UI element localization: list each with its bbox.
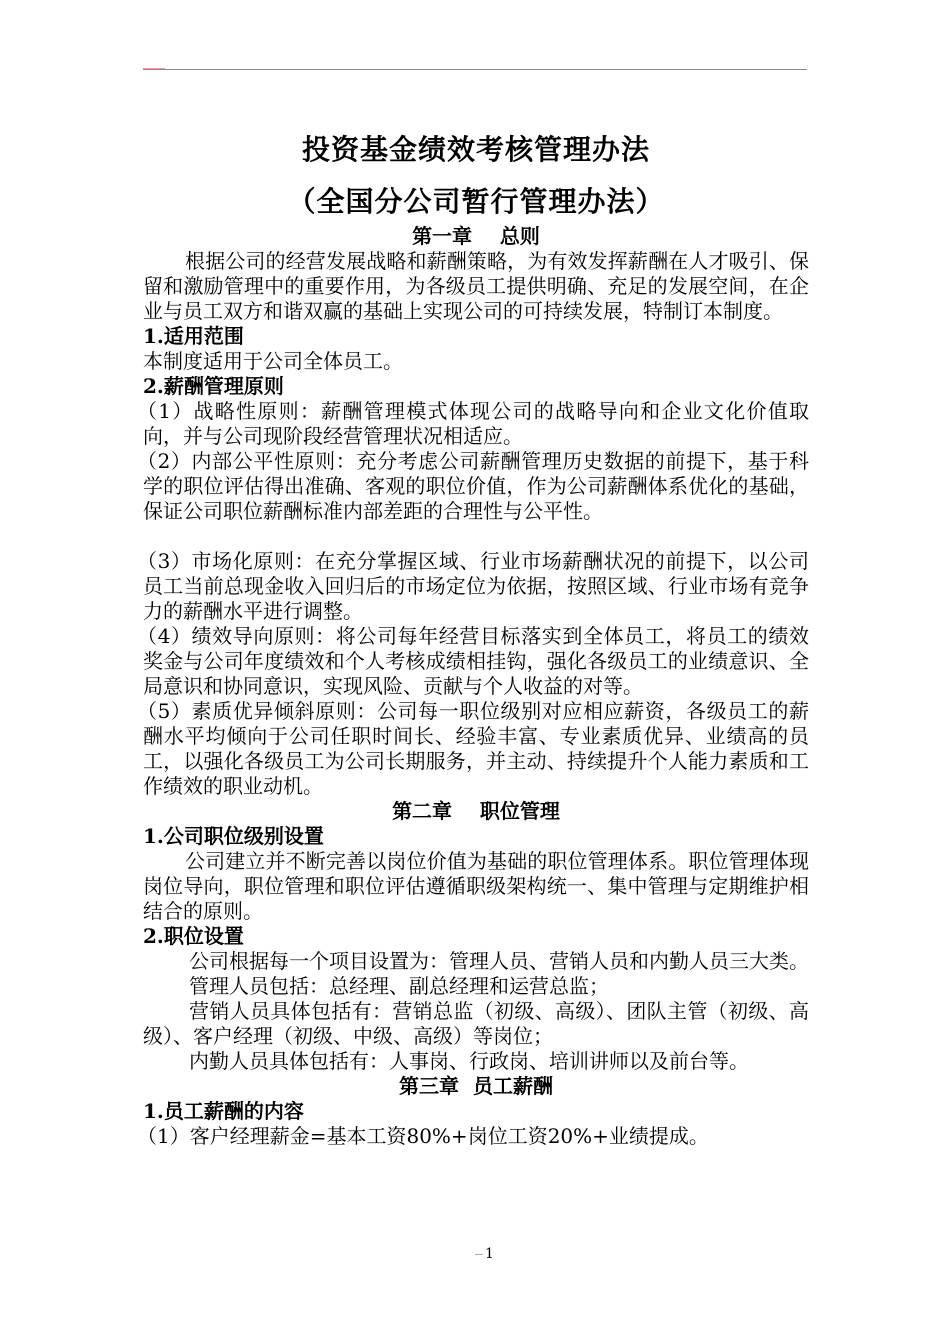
chapter-1-intro: 根据公司的经营发展战略和薪酬策略，为有效发挥薪酬在人才吸引、保留和激励管理中的重要作用，为各级员工提供明确、充足的发展空间，在企业与员工双方和谐双赢的基础上实现公司的可持续发展，特制订本制度。 — [143, 249, 809, 323]
header-rule — [143, 69, 807, 70]
chapter-1-section-2-title: 2.薪酬管理原则 — [143, 374, 284, 398]
chapter-1-section-1-title: 1.适用范围 — [143, 324, 244, 348]
principle-3: （3）市场化原则：在充分掌握区域、行业市场薪酬状况的前提下，以公司员工当前总现金收入回归后的市场定位为依据，按照区域、行业市场有竞争力的薪酬水平进行调整。 — [137, 549, 809, 623]
page-number-text: 1 — [485, 1246, 494, 1262]
blank-line — [143, 524, 809, 549]
principle-1: （1）战略性原则：薪酬管理模式体现公司的战略导向和企业文化价值取向，并与公司现阶段经营管理状况相适应。 — [137, 399, 809, 448]
salary-formula-1: （1）客户经理薪金=基本工资80%+岗位工资20%+业绩提成。 — [137, 1124, 709, 1148]
principle-4: （4）绩效导向原则：将公司每年经营目标落实到全体员工，将员工的绩效奖金与公司年度绩效和个人考核成绩相挂钩，强化各级员工的业绩意识、全局意识和协同意识，实现风险、贡献与个人收益的对等。 — [137, 624, 809, 698]
document-subtitle: （全国分公司暂行管理办法） — [287, 185, 665, 218]
management-staff: 管理人员包括：总经理、副总经理和运营总监； — [189, 974, 609, 998]
principle-2: （2）内部公平性原则：充分考虑公司薪酬管理历史数据的前提下，基于科学的职位评估得出准确、客观的职位价值，作为公司薪酬体系优化的基础，保证公司职位薪酬标准内部差距的合理性与公平性。 — [137, 449, 809, 523]
chapter-2-section-1-title: 1.公司职位级别设置 — [143, 824, 324, 848]
chapter-2-section-2-text: 公司根据每一个项目设置为：管理人员、营销人员和内勤人员三大类。 — [189, 949, 809, 973]
chapter-3-section-1-title: 1.员工薪酬的内容 — [143, 1099, 304, 1123]
chapter-1-heading: 第一章 总则 — [412, 224, 540, 248]
chapter-2-section-1-text: 公司建立并不断完善以岗位价值为基础的职位管理体系。职位管理体现岗位导向，职位管理和职位评估遵循职级架构统一、集中管理与定期维护相结合的原则。 — [143, 849, 809, 923]
chapter-3-heading: 第三章 员工薪酬 — [399, 1074, 553, 1098]
sales-staff: 营销人员具体包括有：营销总监（初级、高级）、团队主管（初级、高级）、客户经理（初级、中级、高级）等岗位； — [143, 999, 809, 1048]
chapter-2-section-2-title: 2.职位设置 — [143, 924, 244, 948]
chapter-2-heading: 第二章 职位管理 — [392, 799, 560, 823]
page-number — [475, 1246, 494, 1262]
page-number-mark — [475, 1254, 483, 1255]
document-title: 投资基金绩效考核管理办法 — [301, 133, 650, 166]
chapter-1-section-1-text: 本制度适用于公司全体员工。 — [143, 349, 403, 373]
principle-5: （5）素质优异倾斜原则：公司每一职位级别对应相应薪资，各级员工的薪酬水平均倾向于公司任职时间长、经验丰富、专业素质优异、业绩高的员工，以强化各级员工为公司长期服务，并主动、持续提升个人能力素质和工作绩效的职业动机。 — [137, 699, 809, 798]
document-body — [137, 130, 809, 1149]
office-staff: 内勤人员具体包括有：人事岗、行政岗、培训讲师以及前台等。 — [189, 1049, 749, 1073]
